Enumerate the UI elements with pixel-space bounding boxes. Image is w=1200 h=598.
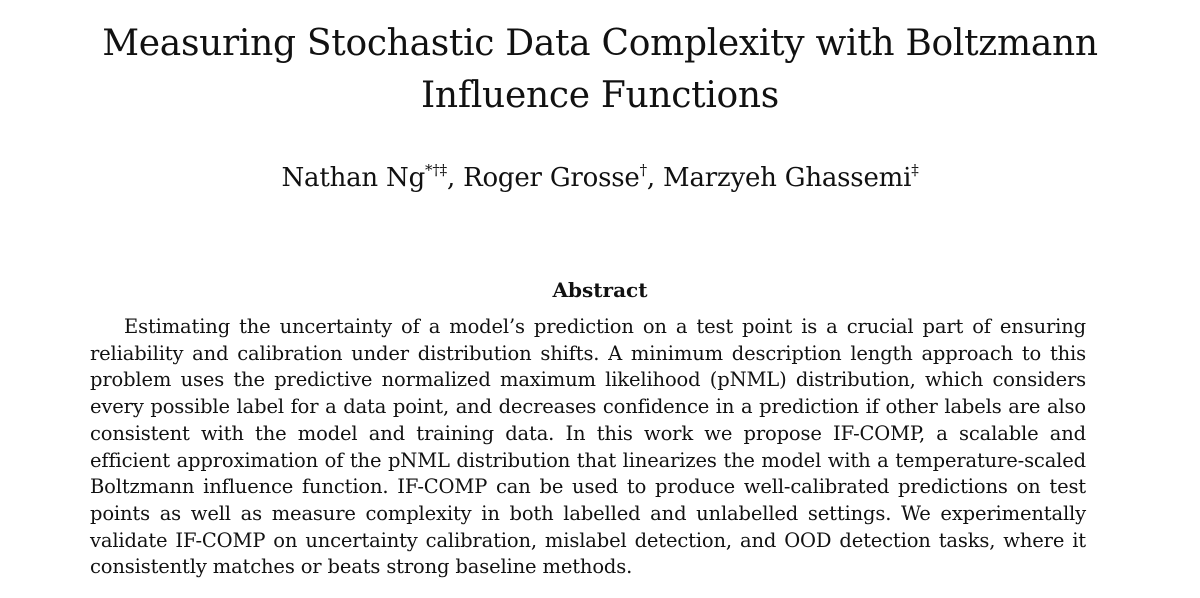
author-name: Roger Grosse — [463, 163, 640, 193]
affiliation-marks: ‡ — [911, 161, 919, 179]
author-list — [0, 160, 1200, 196]
abstract-text: Estimating the uncertainty of a model’s prediction on a test point is a crucial part of ensuring reliability and calibration under distribution shifts. A minimum description length approach to this problem uses the predictive normalized maximum likelihood (pNML) distribution, which considers every possible label for a data point, and decreases confidence in a prediction if other labels are also consistent with the model and training data. In this work we propose IF-COMP, a scalable and efficient approximation of the pNML distribution that linearizes the model with a temperature-scaled Boltzmann influence function. IF-COMP can be used to produce well-calibrated predictions on test points as well as measure complexity in both labelled and unlabelled settings. We experimentally validate IF-COMP on uncertainty calibration, mislabel detection, and OOD detection tasks, where it consistently matches or beats strong baseline methods. — [90, 315, 1086, 579]
paper-title: Measuring Stochastic Data Complexity with Boltzmann Influence Functions — [102, 23, 1098, 116]
affiliation-marks: *†‡ — [425, 161, 447, 179]
author-name: Nathan Ng — [281, 163, 426, 193]
affiliation-marks: † — [639, 161, 647, 179]
author-separator: , — [446, 163, 464, 193]
author-name: Marzyeh Ghassemi — [663, 163, 912, 193]
abstract-heading: Abstract — [552, 278, 648, 302]
author-separator: , — [646, 163, 664, 193]
